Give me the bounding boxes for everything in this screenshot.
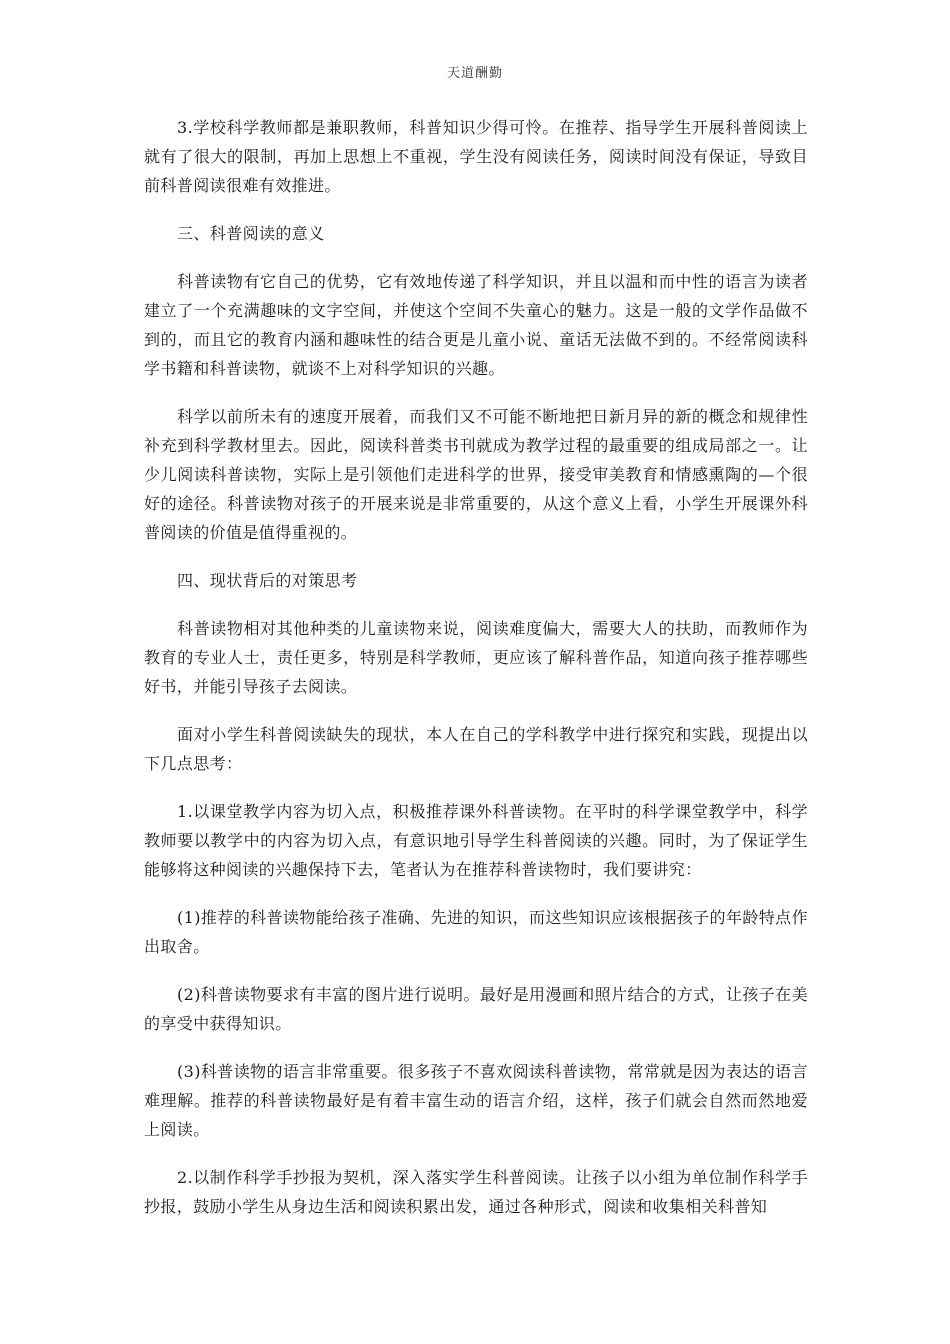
paragraph-subpoint-1: (1)推荐的科普读物能给孩子准确、先进的知识，而这些知识应该根据孩子的年龄特点作出取舍。 bbox=[144, 908, 808, 956]
document-body bbox=[144, 113, 808, 1240]
section-heading-countermeasures: 四、现状背后的对策思考 bbox=[177, 571, 358, 590]
paragraph-advantages: 科普读物有它自己的优势，它有效地传递了科学知识，并且以温和而中性的语言为读者建立了一个充满趣味的文字空间，并使这个空间不失童心的魅力。这是一般的文学作品做不到的，而且它的教育内涵和趣味性的结合更是儿童小说、童话无法做不到的。不经常阅读科学书籍和科普读物，就谈不上对科学知识的兴趣。 bbox=[144, 272, 808, 378]
paragraph-thoughts-intro: 面对小学生科普阅读缺失的现状，本人在自己的学科教学中进行探究和实践，现提出以下几点思考： bbox=[144, 725, 808, 773]
paragraph-reading-difficulty: 科普读物相对其他种类的儿童读物来说，阅读难度偏大，需要大人的扶助，而教师作为教育的专业人士，责任更多，特别是科学教师，更应该了解科普作品，知道向孩子推荐哪些好书，并能引导孩子去阅读。 bbox=[144, 619, 808, 696]
section-heading-significance: 三、科普阅读的意义 bbox=[177, 224, 325, 243]
paragraph-point-2: 2.以制作科学手抄报为契机，深入落实学生科普阅读。让孩子以小组为单位制作科学手抄报，鼓励小学生从身边生活和阅读积累出发，通过各种形式，阅读和收集相关科普知 bbox=[144, 1168, 808, 1216]
paragraph-teacher-limitation: 3.学校科学教师都是兼职教师，科普知识少得可怜。在推荐、指导学生开展科普阅读上就有了很大的限制，再加上思想上不重视，学生没有阅读任务，阅读时间没有保证，导致目前科普阅读很难有效推进。 bbox=[144, 118, 808, 195]
page-header: 天道酬勤 bbox=[446, 66, 503, 81]
paragraph-science-development: 科学以前所未有的速度开展着，而我们又不可能不断地把日新月异的新的概念和规律性补充到科学教材里去。因此，阅读科普类书刊就成为教学过程的最重要的组成局部之一。让少儿阅读科普读物，实际上是引领他们走进科学的世界，接受审美教育和情感熏陶的—个很好的途径。科普读物对孩子的开展来说是非常重要的，从这个意义上看，小学生开展课外科普阅读的价值是值得重视的。 bbox=[144, 407, 808, 542]
paragraph-subpoint-3: (3)科普读物的语言非常重要。很多孩子不喜欢阅读科普读物，常常就是因为表达的语言难理解。推荐的科普读物最好是有着丰富生动的语言介绍，这样，孩子们就会自然而然地爱上阅读。 bbox=[144, 1062, 808, 1139]
paragraph-subpoint-2: (2)科普读物要求有丰富的图片进行说明。最好是用漫画和照片结合的方式，让孩子在美的享受中获得知识。 bbox=[144, 985, 808, 1033]
paragraph-point-1: 1.以课堂教学内容为切入点，积极推荐课外科普读物。在平时的科学课堂教学中，科学教师要以教学中的内容为切入点，有意识地引导学生科普阅读的兴趣。同时，为了保证学生能够将这种阅读的兴趣保持下去，笔者认为在推荐科普读物时，我们要讲究： bbox=[144, 802, 808, 879]
